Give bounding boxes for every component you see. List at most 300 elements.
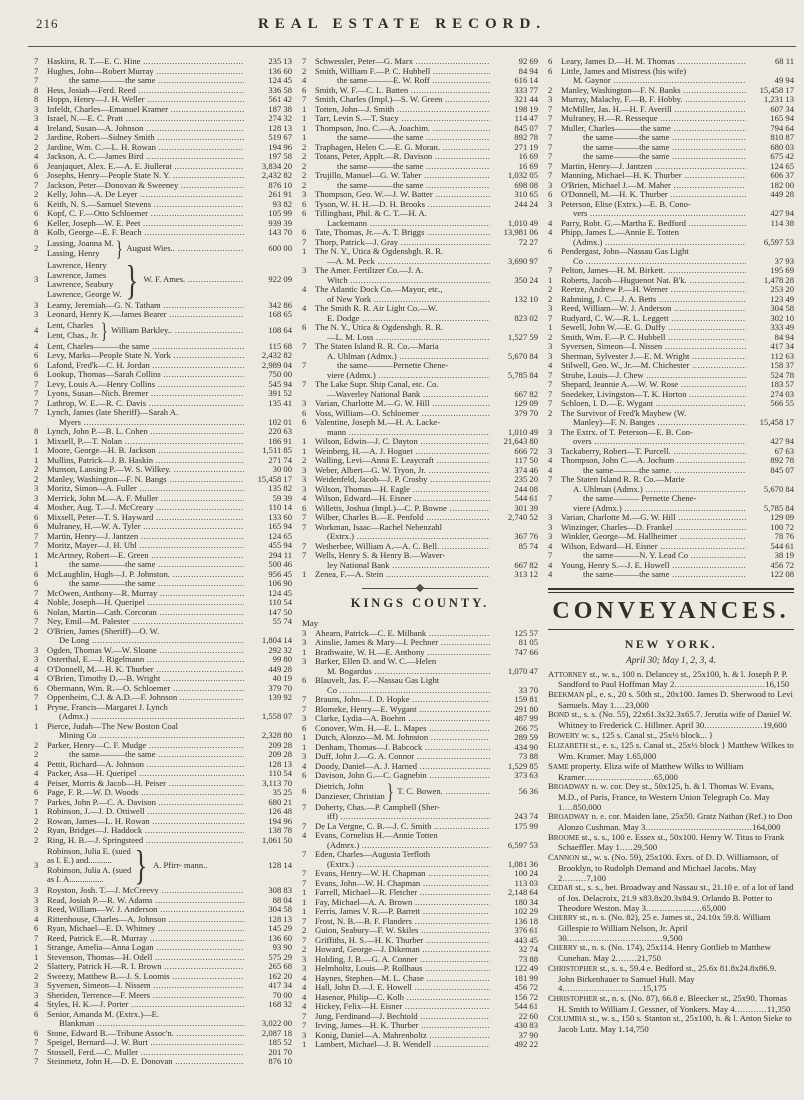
amount: 16 69 — [518, 151, 538, 161]
party-names: Lyons, Susan—Nich. Bremer ..... — [47, 389, 244, 399]
judgment-row — [548, 67, 794, 77]
day-number: 7 — [302, 94, 307, 104]
day-number: 2 — [302, 141, 307, 152]
day-number: 3 — [302, 483, 307, 494]
party-names: Lynch, James (late Sheriff)—Sarah A. — [47, 408, 179, 417]
party-names: Blauvelt, Jas. F.—Nassau Gas Light — [315, 676, 440, 685]
party-names: Walling, Levi—Anna E. Leaycraft ..... — [315, 456, 490, 466]
day-number: 4 — [34, 999, 39, 1009]
amount: 244 24 — [514, 198, 538, 209]
day-number: 6 — [34, 217, 39, 228]
party-names-continued: of New York ..... — [315, 295, 490, 305]
party-names: Martin, Henry—J. Jantzen ..... — [561, 162, 746, 172]
amount: 417 34 — [770, 341, 794, 351]
day-number: 3 — [548, 445, 553, 456]
judgment-row — [548, 114, 794, 124]
amount: 133 60 — [268, 511, 292, 522]
judgment-row — [302, 657, 538, 667]
judgment-row-continuation — [302, 428, 538, 438]
judgment-row-continuation — [302, 561, 538, 571]
amount: 575 29 — [268, 951, 292, 962]
day-number: 8 — [34, 227, 39, 237]
judgment-row-continuation — [302, 314, 538, 324]
day-number: 3 — [548, 426, 553, 437]
party-names: Leamy, Jeremiah—G. N. Tatham ..... — [47, 301, 244, 311]
judgment-row — [302, 771, 538, 781]
day-number: 1 — [34, 454, 39, 465]
day-number: 4 — [302, 830, 307, 840]
amount: 124 45 — [268, 587, 292, 598]
day-number: 7 — [548, 265, 553, 275]
judgment-row — [302, 993, 538, 1003]
amount: 128 14 — [268, 859, 292, 870]
judgment-row-continuation — [34, 636, 292, 646]
amount: 147 50 — [268, 606, 292, 617]
day-number: 4 — [302, 972, 307, 983]
day-number: 3 — [548, 94, 553, 104]
amount: 136 60 — [268, 65, 292, 76]
party-names: Voss, William—O. Schloemer ..... — [315, 409, 490, 419]
amount: 124 65 — [770, 160, 794, 171]
amount: 391 52 — [268, 388, 292, 398]
judgment-row — [34, 703, 292, 713]
day-number: 1 — [34, 806, 39, 816]
amount: 114 38 — [770, 217, 794, 228]
judgment-row — [34, 779, 292, 789]
party-names: Levy, Marks—People State N. York ..... — [47, 351, 244, 361]
double-rule — [548, 588, 794, 593]
party-names: Kopf, C. F.—Otto Schloemer ..... — [47, 209, 244, 219]
judgment-row — [34, 953, 292, 963]
judgment-row — [34, 465, 292, 475]
party-names: The Survivor of Fred'k Mayhew (W. — [561, 408, 687, 418]
party-names: Reetze, Andrew P.—H. Werner ..... — [561, 285, 746, 295]
day-number: 3 — [548, 350, 553, 361]
amount: 102 01 — [268, 416, 292, 427]
amount: 823 02 — [514, 312, 538, 323]
amount: 666 72 — [514, 445, 538, 456]
party-names: Totten, John—J. Smith ..... — [315, 105, 490, 115]
judgment-row — [34, 301, 292, 311]
day-number: 4 — [34, 502, 39, 512]
amount: 235 20 — [514, 474, 538, 484]
amount: 342 86 — [268, 299, 292, 310]
amount: 492 22 — [514, 1039, 538, 1049]
day-number: 3 — [34, 274, 39, 285]
amount: 168 32 — [268, 999, 292, 1009]
judgment-row — [34, 817, 292, 827]
amount: 265 68 — [268, 961, 292, 971]
day-number: 6 — [548, 56, 553, 66]
amount: 519 67 — [268, 132, 292, 142]
party-names: Wilson, Thomas—H. Eagle ..... — [315, 485, 490, 495]
party-names: Pelton, James—H. M. Birkett. ..... — [561, 266, 746, 276]
amount: 136 60 — [268, 932, 292, 943]
day-number: 6 — [302, 322, 307, 332]
party-names: Read, Josiah P.—R. W. Adams ..... — [47, 896, 244, 906]
judgment-row — [302, 945, 538, 955]
amount: 680 03 — [770, 141, 794, 152]
day-number: 2 — [34, 625, 39, 636]
party-names: Weidenfeld, Jacob—J. P. Crosby ..... — [315, 475, 490, 485]
day-number: 7 — [34, 1056, 39, 1066]
judgment-row — [34, 896, 292, 906]
judgment-row — [34, 655, 292, 665]
amount: 616 14 — [514, 75, 538, 85]
day-number: 6 — [34, 923, 39, 933]
amount: 304 58 — [770, 303, 794, 313]
amount: 3,834 20 — [261, 160, 292, 171]
amount: 1,478 28 — [763, 274, 794, 285]
judgment-row — [548, 551, 794, 561]
columns-container — [0, 51, 804, 1067]
amount: 145 29 — [268, 923, 292, 933]
judgment-row — [302, 551, 538, 561]
judgment-row — [302, 238, 538, 248]
section-divider — [362, 588, 478, 589]
judgment-row — [34, 674, 292, 684]
amount: 5,785 84 — [507, 369, 538, 380]
judgment-row — [548, 447, 794, 457]
judgment-row — [34, 310, 292, 320]
judgment-row — [34, 143, 292, 153]
group-names — [47, 239, 114, 258]
sale-price: 14,750 — [624, 1024, 649, 1035]
judgment-row — [34, 380, 292, 390]
day-number: 2 — [548, 293, 553, 304]
party-names: Muller, Charles———the same ..... — [561, 124, 746, 134]
party-names: Reed, William—W. J. Anderson ..... — [561, 304, 746, 314]
judgment-row — [34, 1029, 292, 1039]
day-number: 6 — [34, 198, 39, 209]
party-names-continued: Co ..... — [315, 686, 490, 696]
amount: 129 09 — [514, 398, 538, 408]
party-names: McMiller, Jas. H.—H. F. Averill ..... — [561, 105, 746, 115]
amount: 449 28 — [268, 663, 292, 674]
judgment-row — [302, 850, 538, 860]
sale-price: 164,000 — [752, 822, 781, 833]
amount: 524 78 — [770, 369, 794, 380]
street-name: BOWERY — [548, 729, 580, 740]
judgment-row — [548, 152, 794, 162]
street-name: BOND — [548, 709, 570, 720]
judgment-row-continuation — [302, 276, 538, 286]
party-names-continued: (Admx.) ..... — [561, 238, 746, 248]
amount: 304 58 — [268, 904, 292, 914]
judgment-row-continuation — [34, 731, 292, 741]
day-number: 3 — [302, 189, 307, 199]
amount: 92 69 — [518, 56, 538, 66]
judgment-row — [34, 133, 292, 143]
day-number: 1 — [34, 701, 39, 712]
day-number: 7 — [302, 512, 307, 522]
amount: 2,148 64 — [507, 887, 538, 897]
party-names: Phipp, James L.—Annie E. Totten — [561, 228, 679, 237]
judgment-group-row — [34, 317, 292, 343]
day-number: 7 — [302, 934, 307, 945]
amount: 156 72 — [514, 991, 538, 1002]
day-number: 1 — [34, 559, 39, 569]
day-number: 3 — [34, 492, 39, 503]
party-names: Mullins, Patrick—J. B. Haskin ..... — [47, 456, 244, 466]
judgment-row — [302, 1021, 538, 1031]
party-names: Trujillo, Manuel—G. W. Taber ..... — [315, 171, 490, 181]
day-number: 4 — [302, 284, 307, 294]
judgment-row — [548, 86, 794, 96]
party-names: the same———the same ..... — [315, 133, 490, 143]
amount: 566 55 — [770, 398, 794, 408]
day-number: 3 — [34, 299, 39, 310]
judgment-row — [548, 200, 794, 210]
party-names: Ireland, Susan—A. Johnson ..... — [47, 124, 244, 134]
dot-leader: ..... — [619, 842, 634, 853]
amount: 313 12 — [514, 569, 538, 579]
judgment-row — [548, 276, 794, 286]
amount: 606 37 — [770, 170, 794, 180]
day-number: 7 — [302, 694, 307, 704]
amount: 253 20 — [770, 284, 794, 294]
party-names: Dutch, Alonzo—M. M. Johnston ..... — [315, 733, 490, 743]
party-names: Lambert, Michael—J. B. Wendell ..... — [315, 1040, 490, 1050]
dot-leader: ........ — [615, 953, 638, 964]
judgment-row — [548, 390, 794, 400]
party-names: the same———the same. ..... — [561, 466, 746, 476]
day-number: 1 — [302, 436, 307, 446]
judgment-row-continuation — [34, 712, 292, 722]
day-number: 7 — [34, 407, 39, 417]
judgment-row — [548, 523, 794, 533]
amount: 892 78 — [770, 455, 794, 465]
party-names: Stilwell, Geo. W., Jr.—M. Chichester ..... — [561, 361, 746, 371]
amount: 115 68 — [268, 340, 292, 351]
day-number: 6 — [34, 160, 39, 171]
amount: 1,558 07 — [261, 711, 292, 721]
party-names: Mixsell, P.—T. Nolan ..... — [47, 437, 244, 447]
judgment-row — [34, 1010, 292, 1020]
amount: 561 42 — [268, 94, 292, 104]
dot-leader: ..................... — [645, 902, 703, 913]
party-names: Manning, Michael—H. K. Thurber ..... — [561, 171, 746, 181]
amount: 132 10 — [514, 293, 538, 304]
judgment-row — [302, 437, 538, 447]
group-creditor: T. C. Bowen. ..... — [395, 787, 490, 797]
party-names: Speigel, Bernard—J. W. Burt ..... — [47, 1038, 244, 1048]
day-number: 7 — [548, 141, 553, 152]
day-number: 1 — [34, 435, 39, 446]
group-name-line: Danzieser, Christian — [315, 790, 385, 801]
party-names-continued: overs ..... — [561, 437, 746, 447]
judgment-row — [302, 803, 538, 813]
judgment-row — [302, 409, 538, 419]
judgment-row — [302, 504, 538, 514]
judgment-row — [302, 399, 538, 409]
party-names: Hopps, Henry—J. H. Weller ..... — [47, 95, 244, 105]
street-name: SAME — [548, 760, 569, 771]
judgment-row-continuation — [302, 532, 538, 542]
amount: 143 70 — [268, 227, 292, 237]
judgments-column-2 — [302, 55, 538, 1067]
judgment-row — [34, 494, 292, 504]
party-names: Holding, J. B.—G. A. Conner ..... — [315, 955, 490, 965]
day-number: 3 — [34, 885, 39, 895]
day-number: 1 — [302, 122, 307, 133]
day-number: 6 — [34, 606, 39, 617]
judgment-row — [302, 676, 538, 686]
amount: 38 19 — [774, 550, 794, 560]
day-number: 7 — [34, 56, 39, 66]
group-brace: } — [100, 317, 108, 343]
judgment-row — [302, 67, 538, 77]
day-number: 4 — [34, 340, 39, 351]
party-names: the same———the same ..... — [47, 560, 244, 570]
judgment-row — [548, 371, 794, 381]
dot-leader: .................................. — [674, 679, 766, 690]
day-number: 6 — [302, 675, 307, 685]
day-number: 6 — [34, 787, 39, 797]
amount: 487 99 — [514, 713, 538, 723]
judgment-row — [302, 648, 538, 658]
judgment-row — [302, 898, 538, 908]
group-creditor: A. Pfirr- mann.. — [152, 859, 208, 870]
day-number: 7 — [548, 312, 553, 323]
amount: 455 94 — [268, 540, 292, 550]
judgment-row — [34, 361, 292, 371]
day-number: 7 — [548, 474, 553, 484]
party-names: Sherman, Sylvester J.—E. M. Wright ..... — [561, 352, 746, 362]
judgment-row — [34, 351, 292, 361]
party-names: Lathrop, W. E.—R. C. Davis ..... — [47, 399, 244, 409]
party-names: Brathwaite, W. H.—E. Anthony ..... — [315, 648, 490, 658]
amount: 21,643 80 — [503, 436, 538, 446]
amount: 117 50 — [514, 455, 538, 465]
day-number: 4 — [302, 303, 307, 313]
judgment-row — [34, 886, 292, 896]
day-number: 7 — [302, 849, 307, 859]
judgment-row — [34, 171, 292, 181]
party-names: Martin, Henry—J. Jantzen ..... — [47, 532, 244, 542]
judgment-row — [302, 964, 538, 974]
amount: 333 49 — [770, 322, 794, 332]
day-number: 7 — [548, 388, 553, 399]
judgment-row — [548, 570, 794, 580]
amount: 33 70 — [518, 684, 538, 695]
day-number: 6 — [34, 1027, 39, 1038]
day-number: 1 — [302, 646, 307, 657]
day-number: 4 — [548, 227, 553, 237]
party-names: Schwessler, Peter—G. Marx ..... — [315, 57, 490, 67]
day-number: 1 — [34, 549, 39, 560]
day-number: 4 — [302, 991, 307, 1002]
day-number: 7 — [548, 122, 553, 133]
amount: 22 60 — [518, 1010, 538, 1021]
day-number: 7 — [302, 877, 307, 888]
judgment-row — [548, 314, 794, 324]
judgments-list-end — [548, 57, 794, 580]
day-number: 3 — [34, 989, 39, 1000]
judgment-row — [302, 266, 538, 276]
amount: 93 82 — [272, 198, 292, 209]
group-name-line: Lent, Charles — [47, 320, 94, 330]
judgment-row — [548, 133, 794, 143]
party-names: Strube, Louis—J. Chew ..... — [561, 371, 746, 381]
day-number: 4 — [34, 151, 39, 161]
day-number: 4 — [34, 758, 39, 769]
street-name: BROADWAY — [548, 781, 590, 792]
amount: 675 42 — [770, 151, 794, 161]
amount: 114 47 — [514, 113, 538, 123]
day-number: 3 — [34, 859, 39, 870]
amount: 350 24 — [514, 274, 538, 285]
judgment-row — [302, 152, 538, 162]
judgment-row — [548, 342, 794, 352]
day-number: 1 — [302, 132, 307, 142]
party-names: Ney, Emil—M. Palester ..... — [47, 617, 244, 627]
party-names: Obermann, Wm. R.—O. Schloemer ..... — [47, 684, 244, 694]
amount: 3,113 70 — [262, 777, 292, 788]
party-names: Keith, N. S.—Samuel Stevens ..... — [47, 200, 244, 210]
amount: 15,458 17 — [759, 84, 794, 95]
judgment-row — [34, 741, 292, 751]
judgment-row — [302, 114, 538, 124]
judgment-row — [548, 247, 794, 257]
day-number: 6 — [34, 682, 39, 693]
day-number: 4 — [548, 559, 553, 570]
day-number: 1 — [302, 569, 307, 579]
judgment-row — [34, 769, 292, 779]
group-name-line: Lawrence, James — [47, 269, 107, 280]
group-name-line: Robinson, Julia E. (sued — [47, 845, 131, 856]
party-names: Winzinger, Charles—D. Frankel ..... — [561, 523, 746, 533]
judgment-row-continuation — [548, 238, 794, 248]
group-brace: } — [125, 256, 139, 303]
party-names: Moritz, Mayer—J. H. Uhl ..... — [47, 541, 244, 551]
party-names: Young, Henry S.—J. E. Howell ..... — [561, 561, 746, 571]
amount: 922 09 — [268, 274, 292, 285]
day-number: 3 — [302, 474, 307, 484]
day-number: 3 — [34, 980, 39, 990]
conveyances-section — [548, 588, 794, 1035]
amount: 135 82 — [268, 483, 292, 493]
amount: 183 57 — [770, 379, 794, 389]
party-names: Sewell, John W.—E. G. Duffy ..... — [561, 323, 746, 333]
party-names: Stone, Edward B.—Tribune Assoc'n. ..... — [47, 1029, 244, 1039]
judgment-row — [34, 750, 292, 760]
party-names: Traphagen, Helen C.—E. G. Moran. ..... — [315, 143, 490, 153]
party-names: Wetherbee, William A.—A. C. Bell. ..... — [315, 542, 490, 552]
day-number: 1 — [302, 887, 307, 897]
judgment-row — [34, 152, 292, 162]
judgment-row — [34, 427, 292, 437]
party-names: Doody, Daniel—A. J. Harned ..... — [315, 762, 490, 772]
day-number: 3 — [548, 179, 553, 190]
judgment-row-continuation — [302, 352, 538, 362]
party-names: Leonard, Henry K.—James Bearer ..... — [47, 310, 244, 320]
day-number: 7 — [34, 388, 39, 398]
judgment-row — [302, 936, 538, 946]
judgment-row — [548, 190, 794, 200]
amount: 301 39 — [514, 502, 538, 513]
party-names: Griffiths, H. S.—H. K. Thurber ..... — [315, 936, 490, 946]
amount: 187 38 — [268, 103, 292, 114]
party-names: Weber, Albert—G. W. Tryon, Jr. ..... — [315, 466, 490, 476]
amount: 168 65 — [268, 309, 292, 319]
party-names: Hickey, Felix—H. Eisner ..... — [315, 1002, 490, 1012]
amount: 235 13 — [268, 56, 292, 66]
judgment-row — [548, 219, 794, 229]
day-number: 2 — [34, 739, 39, 750]
judgment-row — [302, 133, 538, 143]
dot-leader: ...................... — [704, 720, 763, 731]
